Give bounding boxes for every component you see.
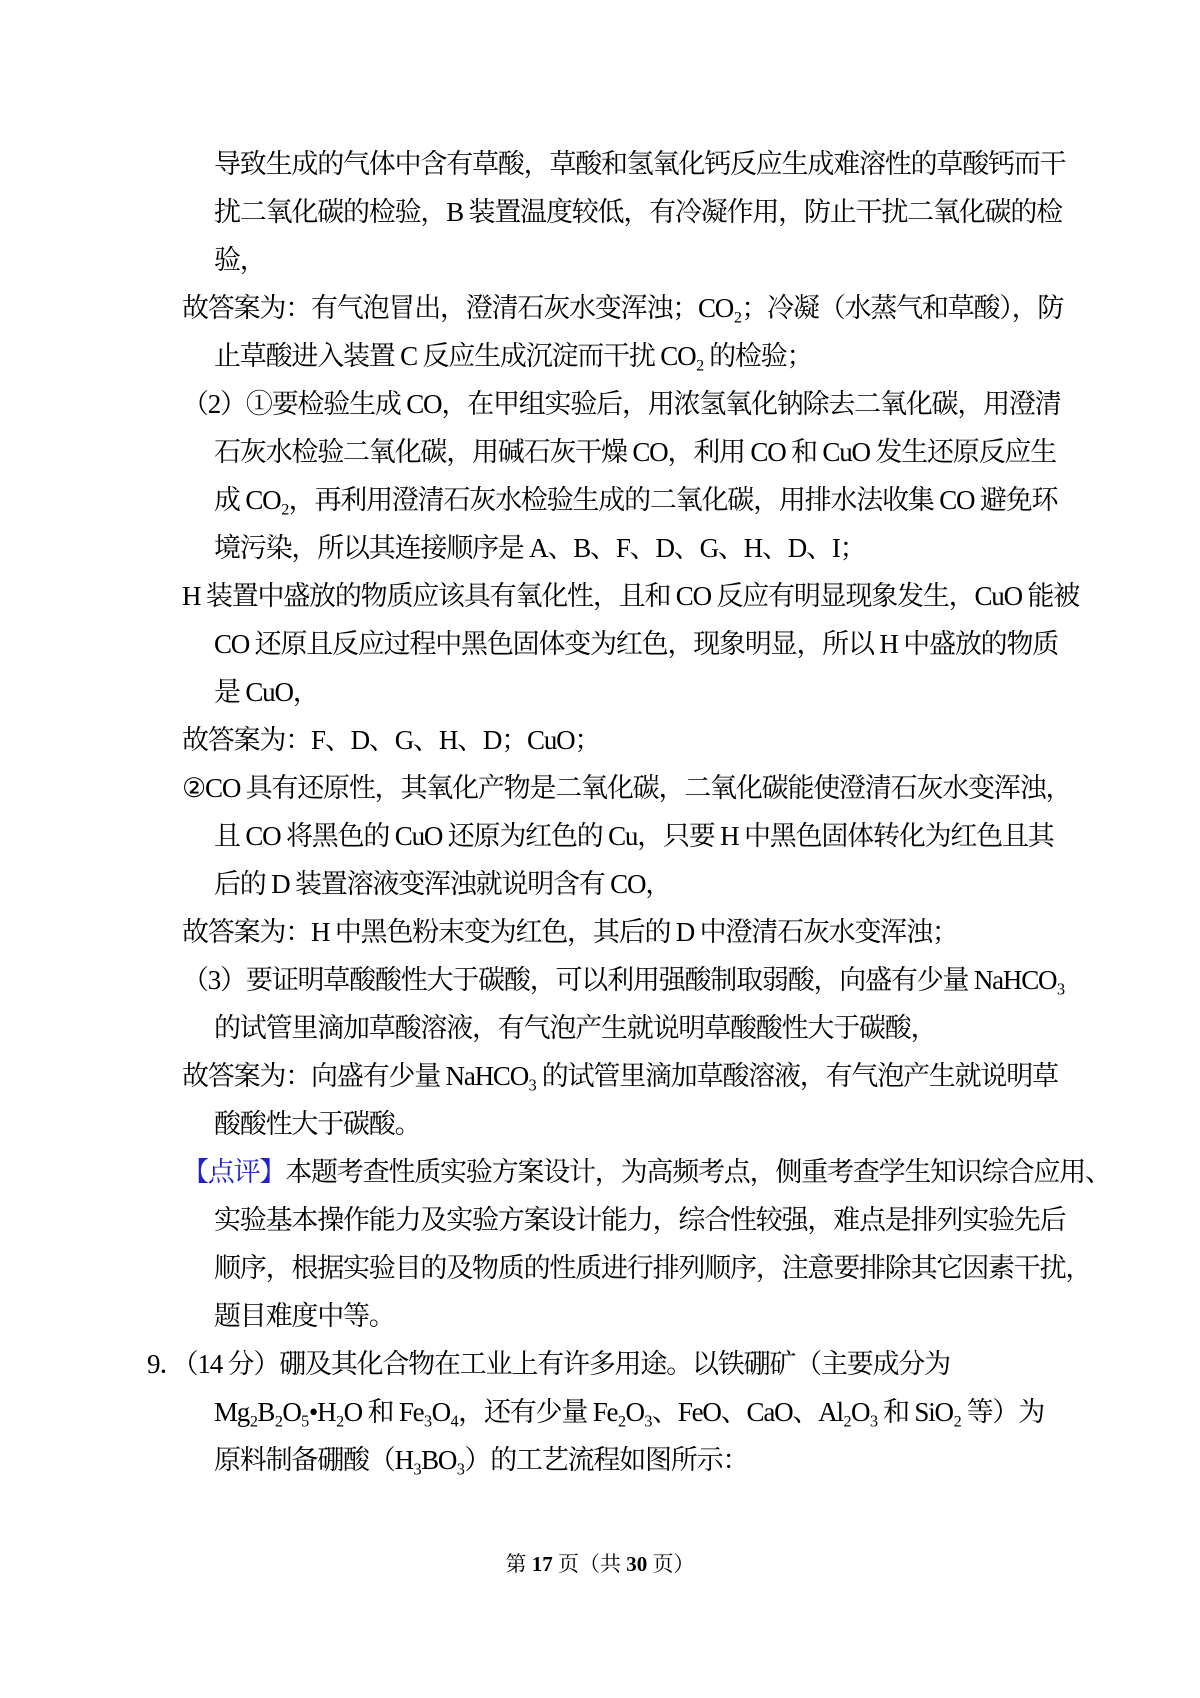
page-footer xyxy=(0,1548,1200,1580)
doc-line: （2）①要检验生成 CO，在甲组实验后，用浓氢氧化钠除去二氧化碳，用澄清 xyxy=(182,389,1061,419)
doc-line: 的试管里滴加草酸溶液，有气泡产生就说明草酸酸性大于碳酸， xyxy=(214,1013,937,1043)
doc-line: CO 还原且反应过程中黑色固体变为红色，现象明显，所以 H 中盛放的物质 xyxy=(214,629,1059,659)
doc-line: 且 CO 将黑色的 CuO 还原为红色的 Cu，只要 H 中黑色固体转化为红色且其 xyxy=(214,821,1054,851)
doc-line: 验， xyxy=(214,245,266,275)
doc-line: 境污染，所以其连接顺序是 A、B、F、D、G、H、D、I； xyxy=(214,533,866,563)
doc-line: 实验基本操作能力及实验方案设计能力，综合性较强，难点是排列实验先后 xyxy=(214,1205,1066,1235)
answer-line: 故答案为：F、D、G、H、D；CuO； xyxy=(182,725,601,755)
doc-line: 导致生成的气体中含有草酸，草酸和氢氧化钙反应生成难溶性的草酸钙而干 xyxy=(214,149,1066,179)
comment-label: 【点评】 xyxy=(182,1157,286,1187)
document-body xyxy=(0,140,1200,1484)
doc-line: 题目难度中等。 xyxy=(214,1301,395,1331)
answer-line: 故答案为：向盛有少量 NaHCO₃ 的试管里滴加草酸溶液，有气泡产生就说明草 xyxy=(182,1061,1058,1091)
page-number: 17 xyxy=(531,1552,553,1576)
footer-suffix: 页） xyxy=(647,1552,695,1576)
doc-line: 扰二氧化碳的检验，B 装置温度较低，有冷凝作用，防止干扰二氧化碳的检 xyxy=(214,197,1062,227)
comment-line xyxy=(0,1148,1200,1196)
doc-line: Mg₂B₂O₅•H₂O 和 Fe₃O₄，还有少量 Fe₂O₃、FeO、CaO、Al₂O₃ 和 SiO₂ 等）为 xyxy=(214,1397,1045,1427)
doc-line: ②CO 具有还原性，其氧化产物是二氧化碳，二氧化碳能使澄清石灰水变浑浊， xyxy=(182,773,1072,803)
doc-line: 酸酸性大于碳酸。 xyxy=(214,1109,421,1139)
doc-line: （3）要证明草酸酸性大于碳酸，可以利用强酸制取弱酸，向盛有少量 NaHCO₃ xyxy=(182,965,1065,995)
doc-line: H 装置中盛放的物质应该具有氧化性，且和 CO 反应有明显现象发生，CuO 能被 xyxy=(182,581,1080,611)
comment-text: 本题考查性质实验方案设计，为高频考点，侧重考查学生知识综合应用、 xyxy=(285,1157,1111,1187)
doc-line: 成 CO₂，再利用澄清石灰水检验生成的二氧化碳，用排水法收集 CO 避免环 xyxy=(214,485,1058,515)
doc-line: 原料制备硼酸（H₃BO₃）的工艺流程如图所示： xyxy=(214,1445,749,1475)
footer-middle: 页（共 xyxy=(552,1552,627,1576)
total-pages: 30 xyxy=(626,1552,648,1576)
doc-line: 顺序，根据实验目的及物质的性质进行排列顺序，注意要排除其它因素干扰， xyxy=(214,1253,1092,1283)
question-line: 9．（14 分）硼及其化合物在工业上有许多用途。以铁硼矿（主要成分为 xyxy=(147,1349,950,1379)
doc-line: 止草酸进入装置 C 反应生成沉淀而干扰 CO₂ 的检验； xyxy=(214,341,813,371)
doc-line: 后的 D 装置溶液变浑浊就说明含有 CO， xyxy=(214,869,672,899)
answer-line: 故答案为：有气泡冒出，澄清石灰水变浑浊；CO₂；冷凝（水蒸气和草酸），防 xyxy=(182,293,1064,323)
footer-prefix: 第 xyxy=(505,1552,532,1576)
doc-line: 是 CuO， xyxy=(214,677,319,707)
doc-line: 石灰水检验二氧化碳，用碱石灰干燥 CO，利用 CO 和 CuO 发生还原反应生 xyxy=(214,437,1056,467)
answer-line: 故答案为：H 中黑色粉末变为红色，其后的 D 中澄清石灰水变浑浊； xyxy=(182,917,958,947)
